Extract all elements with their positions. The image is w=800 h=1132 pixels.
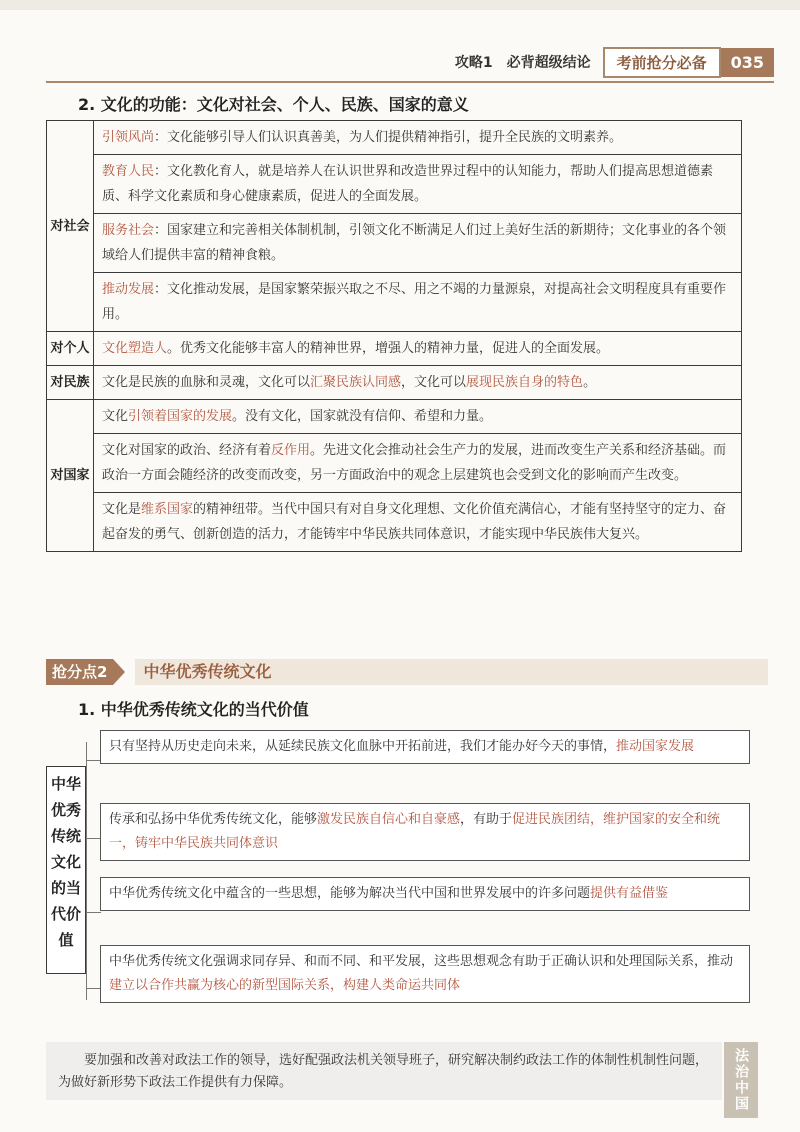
section-title: 2. 文化的功能：文化对社会、个人、民族、国家的意义 [78, 95, 469, 114]
table-cell [94, 366, 742, 400]
table-cell [94, 493, 742, 552]
cell-text: ：文化推动发展，是国家繁荣振兴取之不尽、用之不竭的力量源泉，对提高社会文明程度具有重要作用。 [102, 282, 727, 322]
cell-text: ：文化能够引导人们认识真善美，为人们提供精神指引，提升全民族的文明素养。 [154, 130, 623, 145]
keyword: 维系国家 [141, 502, 194, 517]
cell-text: 。没有文化，国家就没有信仰、希望和力量。 [232, 409, 493, 424]
bracket-line [86, 742, 101, 1000]
keyword: 推动发展 [102, 282, 155, 297]
item-text: 只有坚持从历史走向未来，从延续民族文化血脉中开拓前进，我们才能办好今天的事情， [109, 739, 617, 754]
footer-quote: 要加强和改善对政法工作的领导，选好配强政法机关领导班子，研究解决制约政法工作的体制性机制性问题，为做好新形势下政法工作提供有力保障。 [46, 1042, 722, 1100]
cell-text: ：文化教化育人，就是培养人在认识世界和改造世界过程中的认知能力，帮助人们提高思想道德素质、科学文化素质和身心健康素质，促进人的全面发展。 [102, 164, 714, 204]
table-cell [94, 400, 742, 434]
item-text: 中华优秀传统文化中蕴含的一些思想，能够为解决当代中国和世界发展中的许多问题 [109, 886, 591, 901]
table-cell [94, 434, 742, 493]
page-header [455, 42, 774, 82]
header-box-label: 考前抢分必备 [603, 47, 721, 78]
keyword: 促进民族团结，维护国家的安全和统一，铸牢中华民族共同体意识 [109, 812, 721, 851]
category-individual: 对个人 [47, 332, 94, 366]
value-item [100, 730, 750, 764]
keyword: 服务社会 [102, 223, 155, 238]
page-top-bar [0, 0, 800, 10]
vertical-label-text [47, 771, 85, 953]
subsection-title: 1. 中华优秀传统文化的当代价值 [78, 700, 309, 719]
table-row [47, 214, 742, 273]
bracket-tick [87, 838, 101, 839]
value-item [100, 803, 750, 861]
keyword: 汇聚民族认同感 [310, 375, 402, 390]
score-point-title: 中华优秀传统文化 [135, 659, 768, 685]
cell-text: 文化对国家的政治、经济有着 [102, 443, 272, 458]
category-country: 对国家 [47, 400, 94, 552]
table-row [47, 400, 742, 434]
table-cell [94, 273, 742, 332]
keyword: 展现民族自身的特色 [466, 375, 584, 390]
side-tab: 法治中国 [724, 1042, 758, 1118]
value-item [100, 877, 750, 911]
table-row [47, 121, 742, 155]
chevron-right-icon [113, 659, 125, 685]
table-cell [94, 121, 742, 155]
cell-text: 文化 [102, 409, 129, 424]
bracket-tick [87, 760, 101, 761]
table-row [47, 434, 742, 493]
cell-text: 。 [583, 375, 597, 390]
score-point-badge: 抢分点2 [46, 659, 113, 685]
keyword: 建立以合作共赢为核心的新型国际关系，构建人类命运共同体 [109, 978, 461, 993]
chapter-label: 攻略1 [454, 55, 493, 71]
keyword: 教育人民 [102, 164, 155, 179]
value-item [100, 945, 750, 1003]
cell-text: ：国家建立和完善相关体制机制，引领文化不断满足人们过上美好生活的新期待；文化事业的各个领域给人们提供丰富的精神食粮。 [102, 223, 727, 263]
vertical-label [46, 766, 86, 974]
vertical-label-line: 文化 [50, 853, 81, 871]
table-row [47, 493, 742, 552]
keyword: 提供有益借鉴 [590, 886, 669, 901]
keyword: 引领风尚 [102, 130, 155, 145]
vertical-label-line: 传统 [50, 827, 81, 845]
cell-text: 文化是 [102, 502, 142, 517]
keyword: 激发民族自信心和自豪感 [317, 812, 461, 827]
table-cell [94, 155, 742, 214]
vertical-label-line: 代价 [50, 905, 81, 923]
table-row [47, 332, 742, 366]
chapter-subtitle: 必背超级结论 [506, 55, 591, 71]
item-text: 传承和弘扬中华优秀传统文化，能够 [109, 812, 318, 827]
cell-text: 的精神纽带。当代中国只有对自身文化理想、文化价值充满信心，才能有坚持坚守的定力、奋起奋发的勇气、创新创造的活力，才能铸牢中华民族共同体意识，才能实现中华民族伟大复兴。 [102, 502, 727, 542]
item-text: ，有助于 [460, 812, 513, 827]
bracket-tick [87, 988, 101, 989]
score-point-banner [46, 659, 768, 685]
table-cell [94, 332, 742, 366]
vertical-label-line: 中华 [50, 775, 81, 793]
keyword: 推动国家发展 [616, 739, 695, 754]
keyword: 引领着国家的发展 [128, 409, 233, 424]
keyword: 反作用 [271, 443, 311, 458]
table-row [47, 273, 742, 332]
culture-function-table [46, 120, 742, 552]
item-text: 中华优秀传统文化强调求同存异、和而不同、和平发展，这些思想观念有助于正确认识和处理国际关系，推动 [109, 954, 734, 969]
cell-text: 。优秀文化能够丰富人的精神世界，增强人的精神力量，促进人的全面发展。 [167, 341, 610, 356]
vertical-label-line: 的当 [50, 879, 81, 897]
keyword: 文化塑造人 [102, 341, 168, 356]
cell-text: 。先进文化会推动社会生产力的发展，进而改变生产关系和经济基础。而政治一方面会随经济的改变而改变，另一方面政治中的观念上层建筑也会受到文化的影响而产生改变。 [102, 443, 727, 483]
vertical-label-line: 值 [58, 931, 74, 949]
cell-text: 文化是民族的血脉和灵魂，文化可以 [102, 375, 311, 390]
bracket-tick [87, 912, 101, 913]
table-cell [94, 214, 742, 273]
category-society: 对社会 [47, 121, 94, 332]
category-nation: 对民族 [47, 366, 94, 400]
table-row [47, 366, 742, 400]
header-rule [46, 81, 774, 83]
table-row [47, 155, 742, 214]
cell-text: ，文化可以 [401, 375, 467, 390]
page-number: 035 [721, 48, 774, 77]
vertical-label-line: 优秀 [50, 801, 81, 819]
